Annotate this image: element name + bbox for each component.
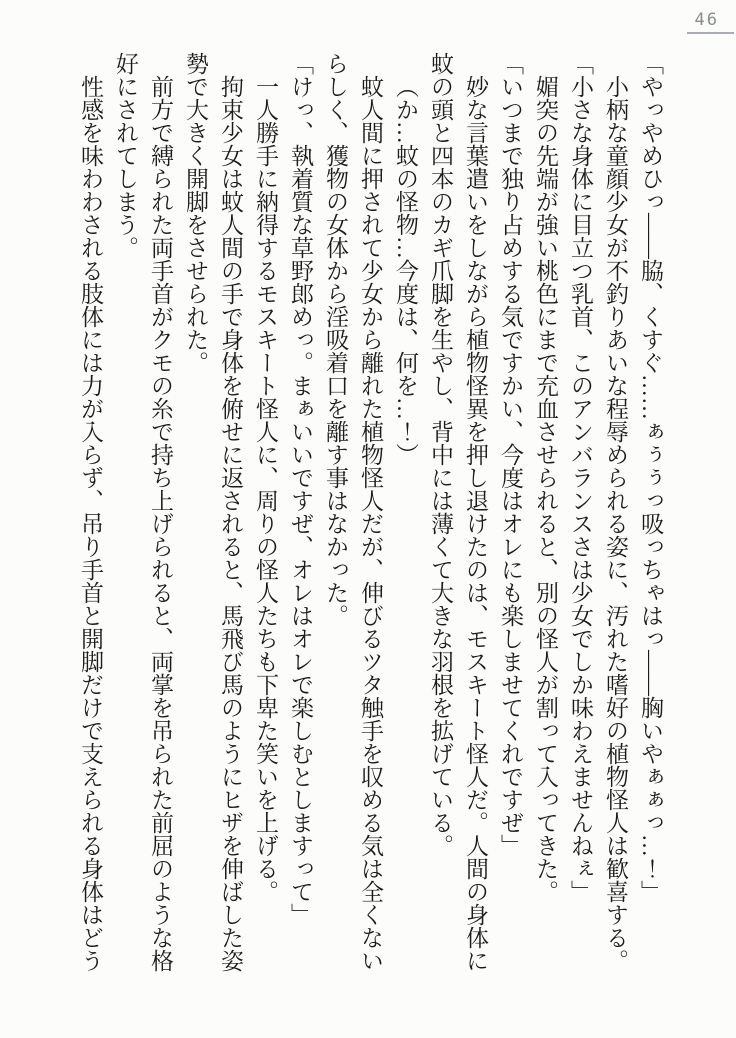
paragraph-4: 媚突の先端が強い桃色にまで充血させられると、別の怪人が割って入ってきた。: [533, 75, 558, 903]
paragraph-6: 妙な言葉遣いをしながら植物怪異を押し退けたのは、モスキート怪人だ。人間の身体に蚊の頭と四本のカギ爪脚を生やし、背中には薄くて大きな羽根を拡げている。: [428, 52, 488, 972]
paragraph-1: 「やっやめひっ――脇、くすぐ……ぁぅぅっ吸っちゃはっ――胸いやぁぁっ…！」: [638, 52, 663, 903]
paragraph-12: 前方で縛られた両手首がクモの糸で持ち上げられると、両掌を吊られた前屈のような格好にされてしまう。: [113, 52, 173, 972]
page-number: 46: [694, 10, 719, 30]
paragraph-11: 拘束少女は蚊人間の手で身体を俯せに返されると、馬飛び馬のようにヒザを伸ばした姿勢で大きく開脚をさせられた。: [183, 52, 243, 972]
page-number-rule: [687, 32, 734, 34]
paragraph-3: 「小さな身体に目立つ乳首、このアンバランスさは少女でしか味わえませんねぇ」: [568, 52, 593, 903]
text-area: [73, 52, 668, 987]
paragraph-9: 「けっ、執着質な草野郎めっ。まぁいいですぜ、オレはオレで楽しむとしますって」: [288, 52, 313, 926]
paragraph-2: 小柄な童顔少女が不釣りあいな程辱められる姿に、汚れた嗜好の植物怪人は歓喜する。: [603, 75, 628, 972]
paragraph-10: 一人勝手に納得するモスキート怪人に、周りの怪人たちも下卑た笑いを上げる。: [253, 75, 278, 903]
paragraph-5: 「いつまで独り占めする気ですかい、今度はオレにも楽しませてくれですぜ」: [498, 52, 523, 857]
page-header: [616, 0, 736, 40]
paragraph-8: 蚊人間に押されて少女から離れた植物怪人だが、伸びるツタ触手を収める気は全くないらしく、獲物の女体から淫吸着口を離す事はなかった。: [323, 52, 383, 972]
paragraph-13: 性感を味わわされる肢体には力が入らず、吊り手首と開脚だけで支えられる身体はどう: [78, 75, 103, 972]
paragraph-7: （か…蚊の怪物…今度は、何を…！）: [393, 75, 418, 466]
